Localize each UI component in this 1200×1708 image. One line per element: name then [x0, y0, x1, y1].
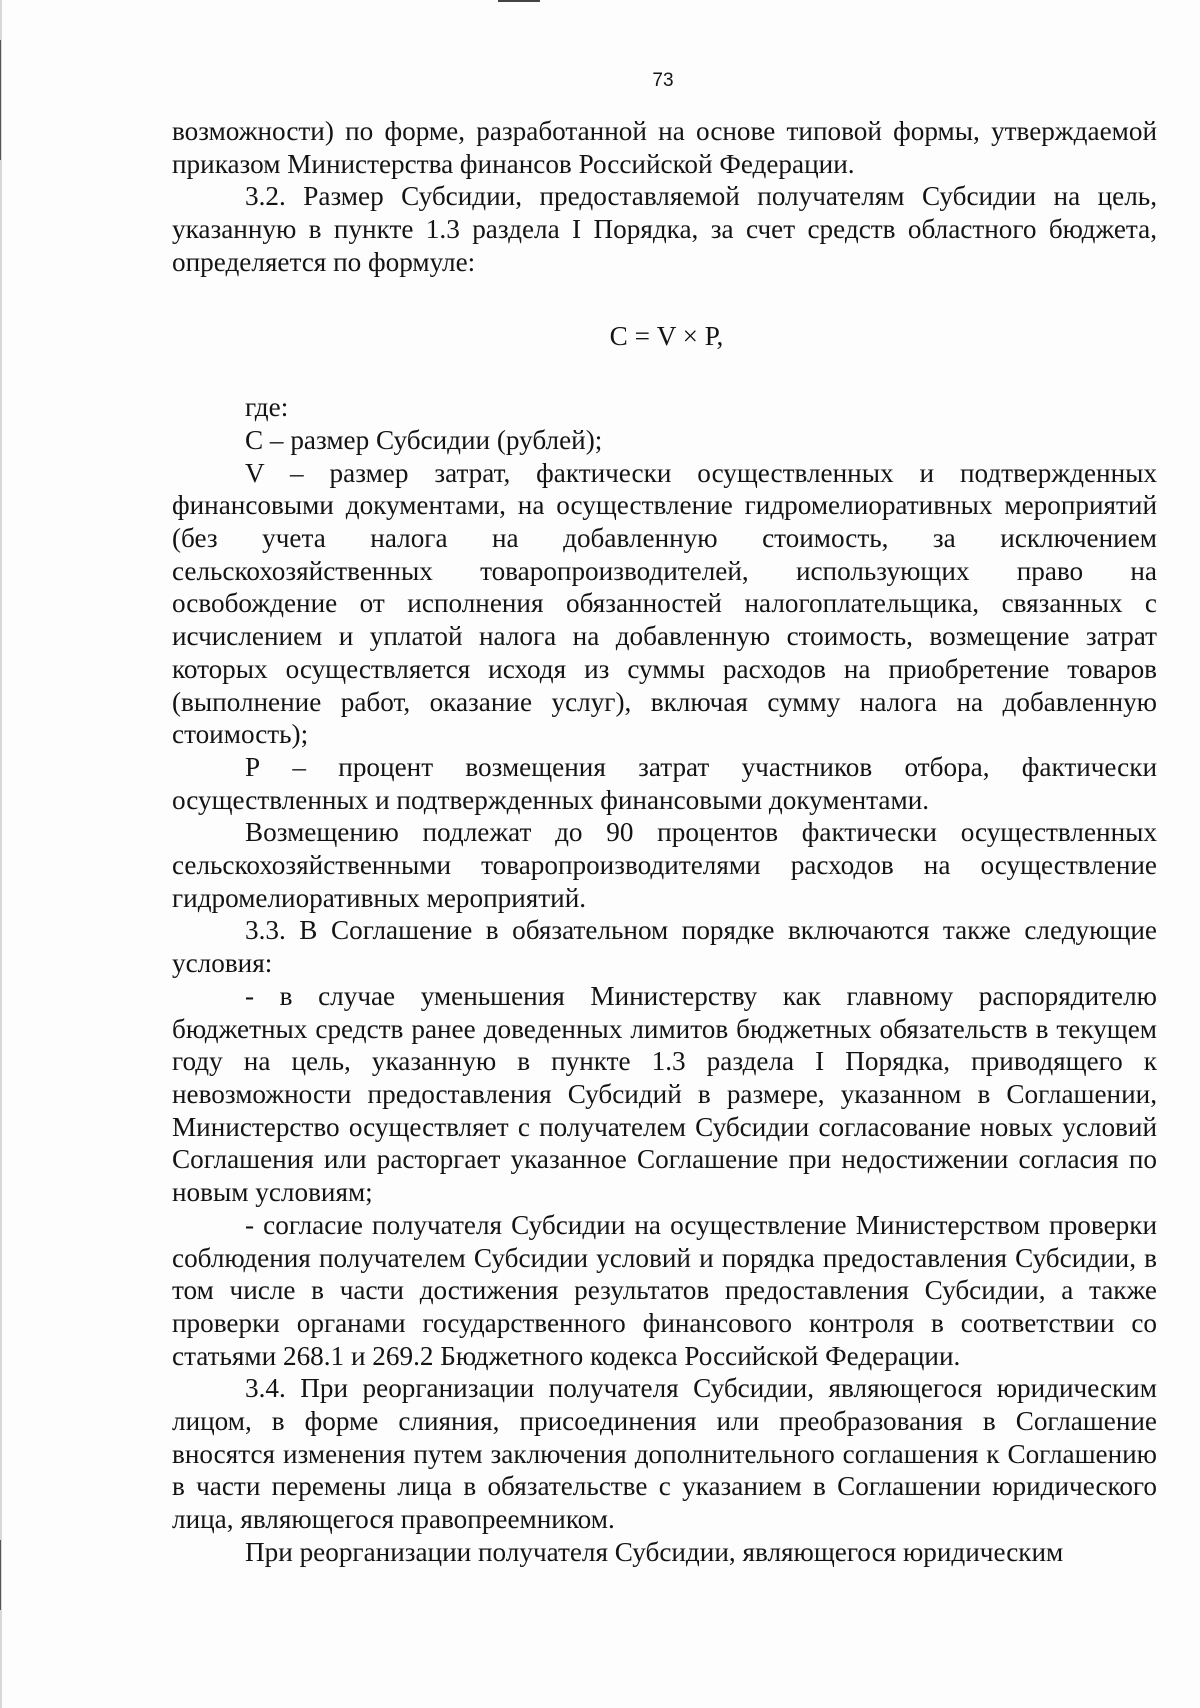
paragraph-3-2: 3.2. Размер Субсидии, предоставляемой получателям Субсидии на цель, указанную в пункте 1.3 раздела I Порядка, за счет средств областного бюджета, определяется по формуле:: [172, 181, 1157, 277]
page-number: 73: [652, 70, 674, 91]
paragraph-definition-v: V – размер затрат, фактически осуществленных и подтвержденных финансовыми документами, на осуществление гидромелиоративных мероприятий (без учета налога на добавленную стоимость, за исключением сельскохозяйственных товаропроизводителей, использующих право на освобождение от исполнения обязанностей налогоплательщика, связанных с исчислением и уплатой налога на добавленную стоимость, возмещение затрат которых осуществляется исходя из суммы расходов на приобретение товаров (выполнение работ, оказание услуг), включая сумму налога на добавленную стоимость);: [172, 457, 1157, 750]
scan-artifact-mark: [0, 1540, 1, 1610]
paragraph-condition-consent: - согласие получателя Субсидии на осуществление Министерством проверки соблюдения получателем Субсидии условий и порядка предоставления Субсидии, в том числе в части достижения результатов предоставления Субсидии, а также проверки органами государственного финансового контроля в соответствии со статьями 268.1 и 269.2 Бюджетного кодекса Российской Федерации.: [172, 1209, 1157, 1371]
paragraph-reorganization: При реорганизации получателя Субсидии, являющегося юридическим: [245, 1536, 1064, 1567]
paragraph-3-3: 3.3. В Соглашение в обязательном порядке включаются также следующие условия:: [172, 915, 1157, 979]
paragraph-definition-p: Р – процент возмещения затрат участников отбора, фактически осуществленных и подтвержденных финансовыми документами.: [172, 751, 1157, 815]
document-body: [172, 115, 1157, 1569]
scan-top-mark: [498, 0, 540, 2]
formula: С = V × Р,: [609, 320, 724, 351]
paragraph-where: где:: [245, 392, 289, 423]
paragraph-3-4: 3.4. При реорганизации получателя Субсидии, являющегося юридическим лицом, в форме слияния, присоединения или преобразования в Соглашение вносятся изменения путем заключения дополнительного соглашения к Соглашению в части перемены лица в обязательстве с указанием в Соглашении юридического лица, являющегося правопреемником.: [172, 1373, 1157, 1535]
scan-artifact-mark: [0, 40, 1, 160]
paragraph-reimbursement: Возмещению подлежат до 90 процентов фактически осуществленных сельскохозяйственными товаропроизводителями расходов на осуществление гидромелиоративных мероприятий.: [172, 817, 1157, 913]
paragraph-condition-reduction: - в случае уменьшения Министерству как главному распорядителю бюджетных средств ранее доведенных лимитов бюджетных обязательств в текущем году на цель, указанную в пункте 1.3 раздела I Порядка, приводящего к невозможности предоставления Субсидий в размере, указанном в Соглашении, Министерство осуществляет с получателем Субсидии согласование новых условий Соглашения или расторгает указанное Соглашение при недостижении согласия по новым условиям;: [172, 980, 1157, 1208]
paragraph-definition-c: С – размер Субсидии (рублей);: [245, 424, 603, 455]
paragraph-continuation: возможности) по форме, разработанной на основе типовой формы, утверждаемой приказом Министерства финансов Российской Федерации.: [172, 116, 1157, 179]
scan-left-edge: [0, 0, 2, 1708]
